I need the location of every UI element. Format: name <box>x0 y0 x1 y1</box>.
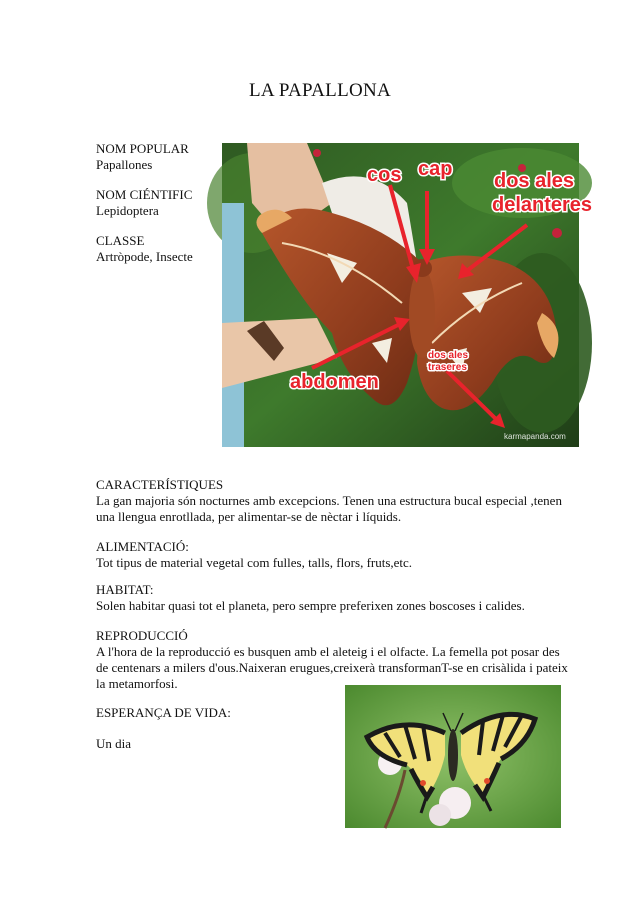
habitat-line-1: Solen habitar quasi tot el planeta, pero sempre preferixen zones boscoses i calides. <box>96 598 525 613</box>
label-abdomen: abdomen <box>290 371 379 393</box>
label-dos-ales-delanteres-2: delanteres <box>492 194 593 216</box>
reproduccio-line-3: la metamorfosi. <box>96 676 178 691</box>
label-cos: cos <box>367 164 402 186</box>
reproduccio-label: REPRODUCCIÓ <box>96 628 188 643</box>
label-dos-ales-traseres-2: traseres <box>428 362 467 373</box>
habitat-label: HABITAT: <box>96 582 154 597</box>
label-cap: cap <box>418 158 453 180</box>
atlas-moth-photo <box>222 143 593 447</box>
nom-cientific-value: Lepidoptera <box>96 203 159 218</box>
nom-popular-value: Papallones <box>96 157 153 172</box>
reproduccio-line-2: de centenars a milers d'ous.Naixeran erugues,creixerà transformanT-se en crisàlida i pateix <box>96 660 568 675</box>
esperanca-label: ESPERANÇA DE VIDA: <box>96 705 231 720</box>
page-title: LA PAPALLONA <box>248 80 392 101</box>
reproduccio-line-1: A l'hora de la reproducció es busquen amb el aleteig i el olfacte. La femella pot posar des <box>96 644 560 659</box>
alimentacio-line-1: Tot tipus de material vegetal com fulles, talls, flors, fruts,etc. <box>96 555 413 570</box>
nom-popular-label: NOM POPULAR <box>96 141 189 156</box>
photo-watermark: karmapanda.com <box>504 432 566 441</box>
classe-label: CLASSE <box>96 233 145 248</box>
label-dos-ales-traseres-1: dos ales <box>428 350 469 361</box>
classe-value: Artròpode, Insecte <box>96 249 193 264</box>
label-dos-ales-delanteres-1: dos ales <box>494 170 575 192</box>
caracteristiques-line-1: La gan majoria són nocturnes amb excepcions. Tenen una estructura bucal especial ,tenen <box>96 493 562 508</box>
swallowtail-butterfly-photo <box>345 685 561 828</box>
esperanca-value: Un dia <box>96 736 132 751</box>
alimentacio-label: ALIMENTACIÓ: <box>96 539 189 554</box>
nom-cientific-label: NOM CIÉNTIFIC <box>96 187 193 202</box>
caracteristiques-line-2: una llengua enrotllada, per alimentar-se de nèctar i líquids. <box>96 509 402 524</box>
caracteristiques-label: CARACTERÍSTIQUES <box>96 477 224 492</box>
